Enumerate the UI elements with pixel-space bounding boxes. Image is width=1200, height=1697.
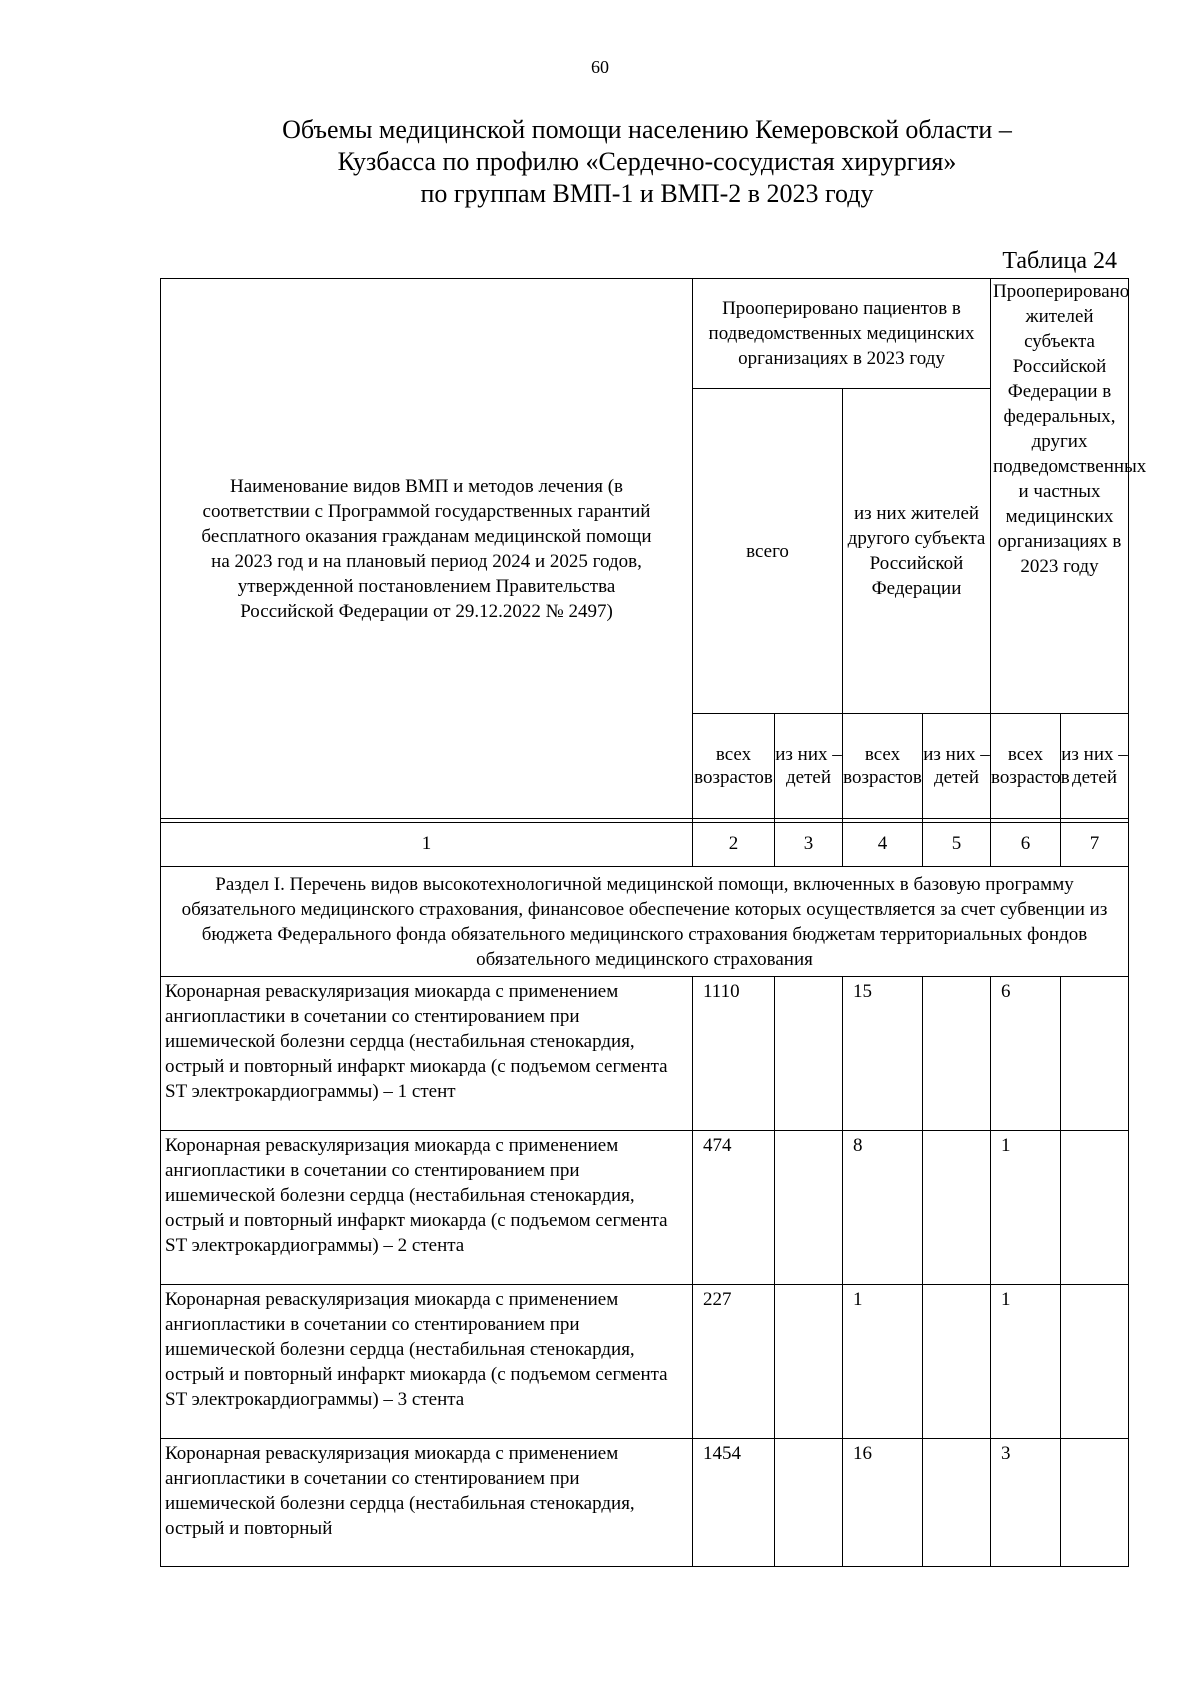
header-children: из них – детей — [1061, 714, 1129, 819]
cell-value — [1061, 1439, 1129, 1567]
cell-value — [923, 1439, 991, 1567]
cell-value: 1 — [843, 1285, 923, 1439]
cell-value — [775, 977, 843, 1131]
header-federal: Прооперировано жителей субъекта Российской Федерации в федеральных, других подведомственных и частных медицинских организациях в 2023 году — [991, 279, 1129, 714]
cell-value: 3 — [991, 1439, 1061, 1567]
row-name: Коронарная реваскуляризация миокарда с применением ангиопластики в сочетании со стентированием при ишемической болезни сердца (нестабильная стенокардия, острый и повторный инфаркт миокарда (с подъемом сегмента ST электрокардиограммы) – 1 стент — [161, 977, 693, 1131]
cell-value: 1454 — [693, 1439, 775, 1567]
cell-value: 16 — [843, 1439, 923, 1567]
cell-value: 227 — [693, 1285, 775, 1439]
page-number: 60 — [591, 57, 609, 77]
title-line-3: по группам ВМП-1 и ВМП-2 в 2023 году — [420, 179, 874, 208]
cell-value — [923, 1285, 991, 1439]
section-title: Раздел I. Перечень видов высокотехнологичной медицинской помощи, включенных в базовую программу обязательного медицинского страхования, финансовое обеспечение которых осуществляется за счет субвенции из бюджета Федерального фонда обязательного медицинского страхования бюджетам территориальных фондов обязательного медицинского страхования — [161, 867, 1129, 977]
header-name-column: Наименование видов ВМП и методов лечения (в соответствии с Программой государственных гарантий бесплатного оказания гражданам медицинской помощи на 2023 год и на плановый период 2024 и 2025 годов, утвержденной постановлением Правительства Российской Федерации от 29.12.2022 № 2497) — [161, 279, 693, 819]
data-table — [160, 278, 1147, 1567]
cell-value: 6 — [991, 977, 1061, 1131]
table-row — [161, 977, 1129, 1131]
cell-value — [1061, 1285, 1129, 1439]
column-number: 7 — [1061, 823, 1129, 867]
cell-value: 1110 — [693, 977, 775, 1131]
header-other-subject: из них жителей другого субъекта Российской Федерации — [843, 389, 991, 714]
cell-value: 1 — [991, 1131, 1061, 1285]
header-all-ages: всех возрастов — [991, 714, 1061, 819]
table-row — [161, 1285, 1129, 1439]
column-number: 3 — [775, 823, 843, 867]
title-line-1: Объемы медицинской помощи населению Кемеровской области – — [282, 115, 1012, 144]
cell-value — [1061, 1131, 1129, 1285]
column-number: 1 — [161, 823, 693, 867]
header-children: из них – детей — [775, 714, 843, 819]
column-number: 6 — [991, 823, 1061, 867]
table-row — [161, 1439, 1129, 1567]
cell-value: 1 — [991, 1285, 1061, 1439]
cell-value: 15 — [843, 977, 923, 1131]
cell-value — [923, 1131, 991, 1285]
table-row — [161, 1131, 1129, 1285]
table-label: Таблица 24 — [1002, 248, 1117, 274]
cell-value — [923, 977, 991, 1131]
title-line-2: Кузбасса по профилю «Сердечно-сосудистая хирургия» — [337, 147, 957, 176]
cell-value: 8 — [843, 1131, 923, 1285]
cell-value — [775, 1131, 843, 1285]
cell-value — [775, 1285, 843, 1439]
header-total: всего — [693, 389, 843, 714]
header-children: из них – детей — [923, 714, 991, 819]
cell-value — [775, 1439, 843, 1567]
row-name: Коронарная реваскуляризация миокарда с применением ангиопластики в сочетании со стентированием при ишемической болезни сердца (нестабильная стенокардия, острый и повторный инфаркт миокарда (с подъемом сегмента ST электрокардиограммы) – 3 стента — [161, 1285, 693, 1439]
cell-value: 474 — [693, 1131, 775, 1285]
row-name: Коронарная реваскуляризация миокарда с применением ангиопластики в сочетании со стентированием при ишемической болезни сердца (нестабильная стенокардия, острый и повторный инфаркт миокарда (с подъемом сегмента ST электрокардиограммы) – 2 стента — [161, 1131, 693, 1285]
cell-value — [1061, 977, 1129, 1131]
column-number: 5 — [923, 823, 991, 867]
row-name: Коронарная реваскуляризация миокарда с применением ангиопластики в сочетании со стентированием при ишемической болезни сердца (нестабильная стенокардия, острый и повторный — [161, 1439, 693, 1567]
header-all-ages: всех возрастов — [843, 714, 923, 819]
header-all-ages: всех возрастов — [693, 714, 775, 819]
column-number: 2 — [693, 823, 775, 867]
column-number: 4 — [843, 823, 923, 867]
header-operated-group: Прооперировано пациентов в подведомственных медицинских организациях в 2023 году — [693, 279, 991, 389]
document-title — [150, 114, 1144, 210]
